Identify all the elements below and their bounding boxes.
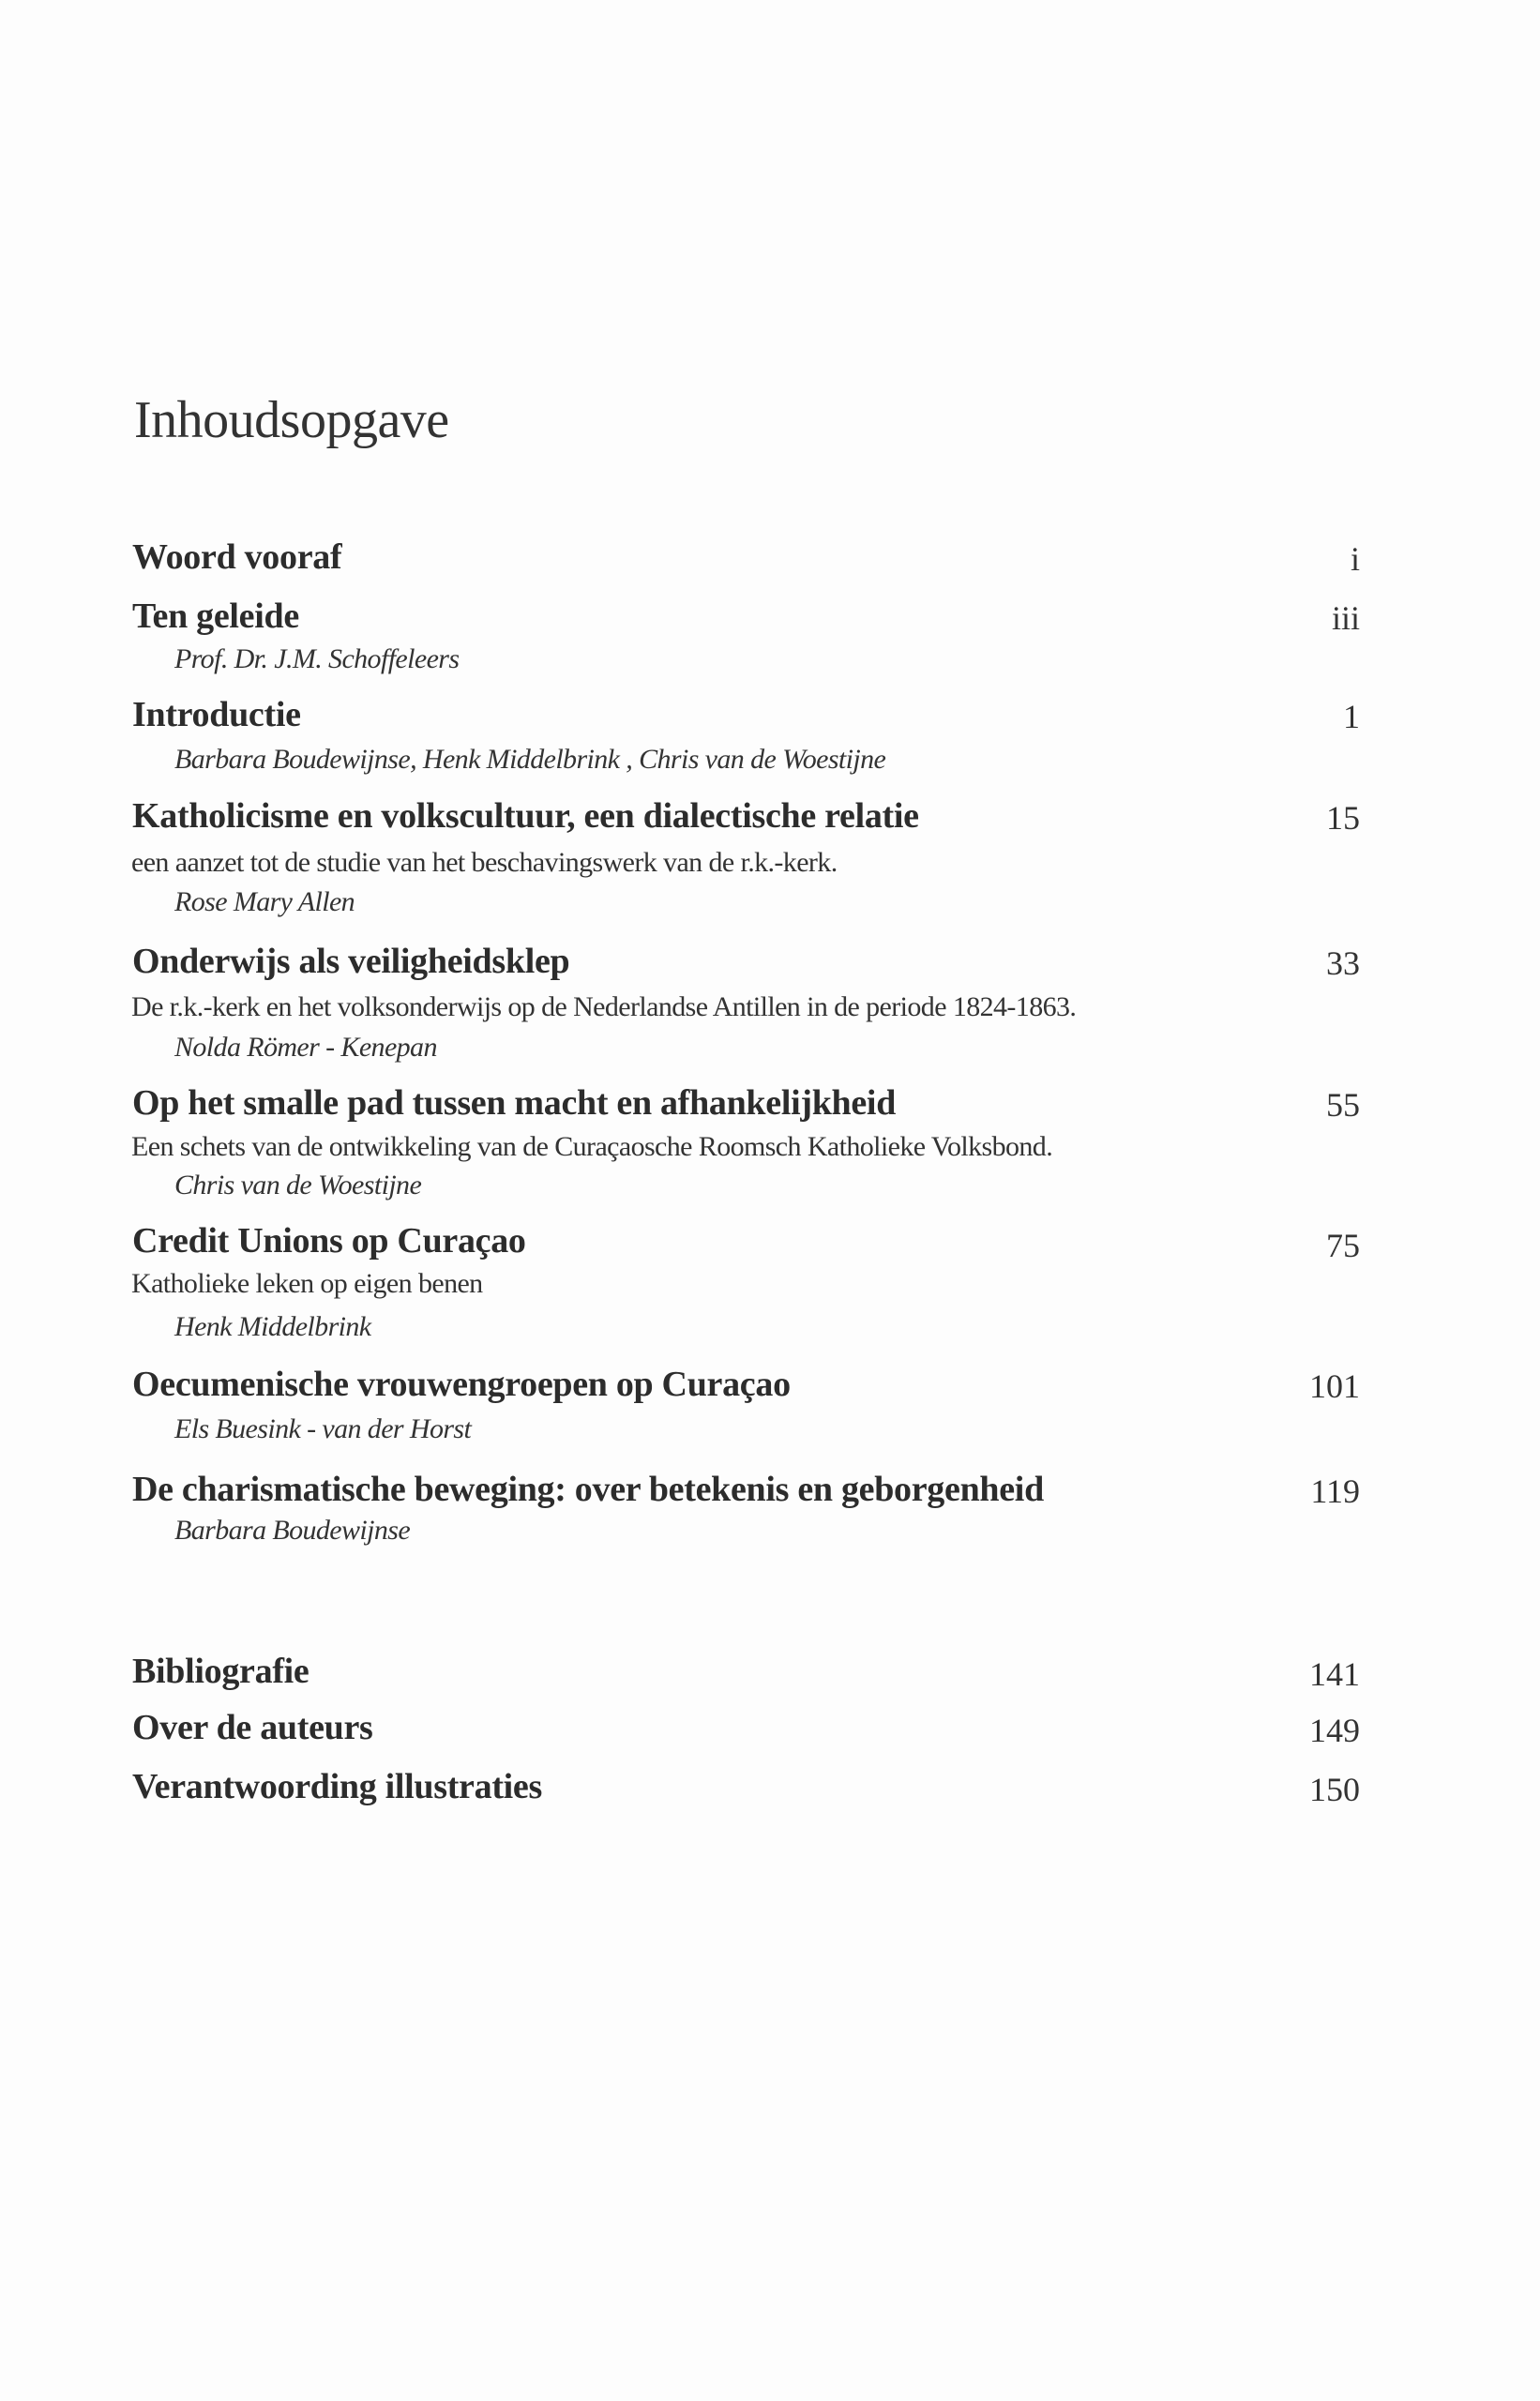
toc-entry-title: Onderwijs als veiligheidsklep <box>132 942 570 981</box>
toc-entry-author: Els Buesink - van der Horst <box>174 1413 472 1444</box>
toc-entry-page: 55 <box>1326 1086 1360 1124</box>
toc-appendix-page: 141 <box>1309 1655 1360 1693</box>
toc-entry-author: Barbara Boudewijnse, Henk Middelbrink , Chris van de Woestijne <box>174 744 886 775</box>
toc-entry-title: Introductie <box>132 695 301 734</box>
toc-entry-title: Credit Unions op Curaçao <box>132 1221 526 1261</box>
toc-entry-subtitle: De r.k.-kerk en het volksonderwijs op de Nederlandse Antillen in de periode 1824-1863. <box>131 991 1077 1022</box>
toc-entry-title: Ten geleide <box>132 596 299 636</box>
toc-entry-page: 1 <box>1343 698 1360 735</box>
toc-entry-page: i <box>1350 540 1360 578</box>
toc-entry-page: 33 <box>1326 944 1360 982</box>
toc-entry-author: Chris van de Woestijne <box>174 1170 422 1200</box>
toc-entry-subtitle: Katholieke leken op eigen benen <box>131 1268 483 1299</box>
toc-entry-page: 15 <box>1326 799 1360 837</box>
toc-appendix-title: Verantwoording illustraties <box>132 1767 542 1806</box>
toc-appendix-title: Over de auteurs <box>132 1708 373 1747</box>
toc-entry-subtitle: Een schets van de ontwikkeling van de Curaçaosche Roomsch Katholieke Volksbond. <box>131 1131 1053 1162</box>
toc-appendix-page: 150 <box>1309 1771 1360 1808</box>
toc-entry-author: Rose Mary Allen <box>174 886 355 917</box>
toc-entry-title: Op het smalle pad tussen macht en afhankelijkheid <box>132 1083 897 1123</box>
toc-entry-author: Barbara Boudewijnse <box>174 1515 411 1546</box>
toc-entry-page: 101 <box>1309 1367 1360 1405</box>
toc-entry-page: iii <box>1331 599 1360 637</box>
toc-entry-page: 119 <box>1310 1472 1360 1510</box>
toc-appendix-title: Bibliografie <box>132 1652 310 1691</box>
toc-entry-title: Oecumenische vrouwengroepen op Curaçao <box>132 1365 791 1404</box>
page-title: Inhoudsopgave <box>134 391 449 449</box>
toc-entry-title: Woord vooraf <box>132 537 342 577</box>
toc-entry-title: De charismatische beweging: over betekenis en geborgenheid <box>132 1470 1044 1509</box>
toc-entry-author: Prof. Dr. J.M. Schoffeleers <box>174 643 460 674</box>
toc-entry-page: 75 <box>1326 1227 1360 1264</box>
toc-entry-subtitle: een aanzet tot de studie van het beschavingswerk van de r.k.-kerk. <box>131 847 838 878</box>
toc-appendix-page: 149 <box>1309 1712 1360 1749</box>
toc-entry-author: Henk Middelbrink <box>174 1311 371 1342</box>
toc-entry-title: Katholicisme en volkscultuur, een dialectische relatie <box>132 796 919 836</box>
toc-entry-author: Nolda Römer - Kenepan <box>174 1032 437 1063</box>
